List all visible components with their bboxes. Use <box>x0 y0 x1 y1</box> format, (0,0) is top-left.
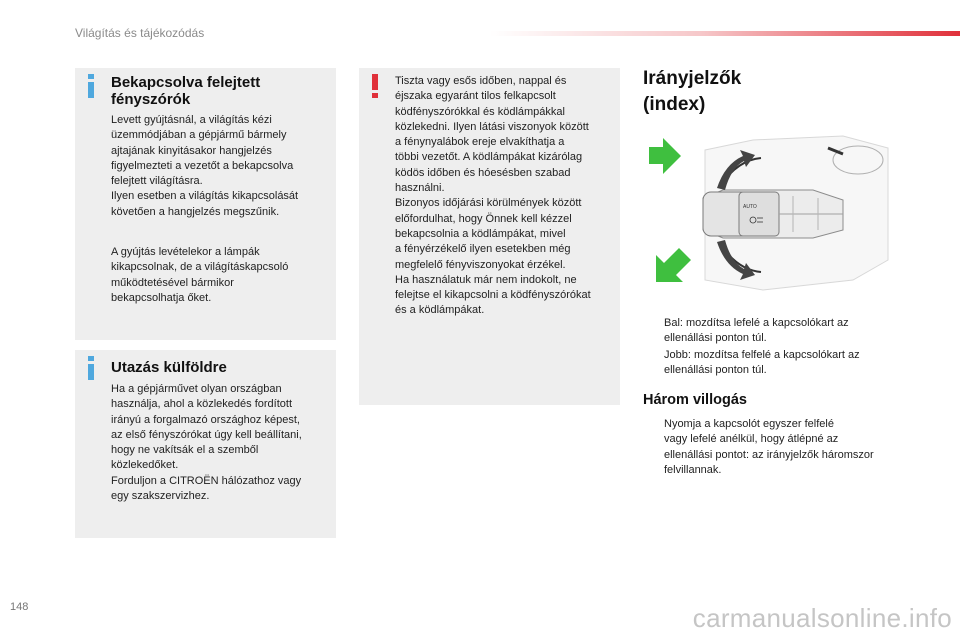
box-heading-driving-abroad: Utazás külföldre <box>111 359 227 376</box>
warning-text-fog-lamps: Tiszta vagy esős időben, nappal és éjszaka egyaránt tilos felkapcsolt ködfényszórókkal és ködlámpákkal közlekedni. Ilyen látási viszonyok között a fénynyalábok ereje elvakíthatja a többi vezetőt. A ködlámpákat kizárólag ködös időben és hóesésben szabad használni. Bizonyos időjárási körülmények között előfordulhat, hogy Önnek kell kézzel bekapcsolnia a ködlámpákat, mivel a fényérzékelő ilyen esetekben még megfelelő fényviszonyokat érzékel. Ha használatuk már nem indokolt, ne felejtse el kikapcsolni a ködfényszórókat és a ködlámpákat. <box>395 75 591 317</box>
warning-icon <box>372 74 378 98</box>
bullet-text-three-flash: Nyomja a kapcsolót egyszer felfelé vagy lefelé anélkül, hogy átlépné az ellenállási pontot: az irányjelzők háromszor felvillannak. <box>664 418 874 476</box>
list-item <box>643 348 913 379</box>
indicator-instructions <box>643 316 913 379</box>
arrow-down-left-icon <box>656 246 699 282</box>
box-text-lights-left-on-1: Levett gyújtásnál, a világítás kézi üzemmódjában a gépjármű bármely ajtajának kinyitásakor hangjelzés figyelmezteti a vezetőt a bekapcsolva felejtett világításra. Ilyen esetben a világítás kikapcsolását követően a hangjelzés megszűnik. <box>111 114 299 218</box>
page-number: 148 <box>10 601 29 613</box>
bullet-text-right: Jobb: mozdítsa felfelé a kapcsolókart az ellenállási ponton túl. <box>664 348 860 376</box>
page-title: Irányjelzők (index) <box>643 68 742 115</box>
steering-column-drawing <box>703 136 888 290</box>
box-heading-lights-left-on: Bekapcsolva felejtett fényszórók <box>111 74 261 108</box>
box-text-lights-left-on-2: A gyújtás levételekor a lámpák kikapcsolnak, de a világításkapcsoló működtetésével bármikor bekapcsolhatja őket. <box>111 246 289 304</box>
section-heading-three-flash: Három villogás <box>643 392 747 408</box>
box-text-driving-abroad: Ha a gépjárművet olyan országban használja, ahol a közlekedés fordított irányú a forgalmazó országhoz képest, az első fényszórókat úgy kell beállítani, hogy ne vakítsák el a szemből közlekedőket. Forduljon a CITROËN hálózathoz vagy egy szakszervizhez. <box>111 383 302 503</box>
indicator-stalk-illustration <box>643 130 893 300</box>
stalk-auto-label: AUTO <box>743 204 757 210</box>
info-icon <box>88 356 94 380</box>
arrow-right-icon <box>649 138 681 174</box>
three-flash-instructions <box>643 417 913 479</box>
bullet-text-left: Bal: mozdítsa lefelé a kapcsolókart az ellenállási ponton túl. <box>664 317 849 345</box>
list-item <box>643 316 913 347</box>
header-title: Világítás és tájékozódás <box>75 26 205 40</box>
info-icon <box>88 74 94 98</box>
list-item <box>643 417 913 478</box>
watermark: carmanualsonline.info <box>692 603 952 633</box>
header-accent-bar <box>490 31 960 36</box>
